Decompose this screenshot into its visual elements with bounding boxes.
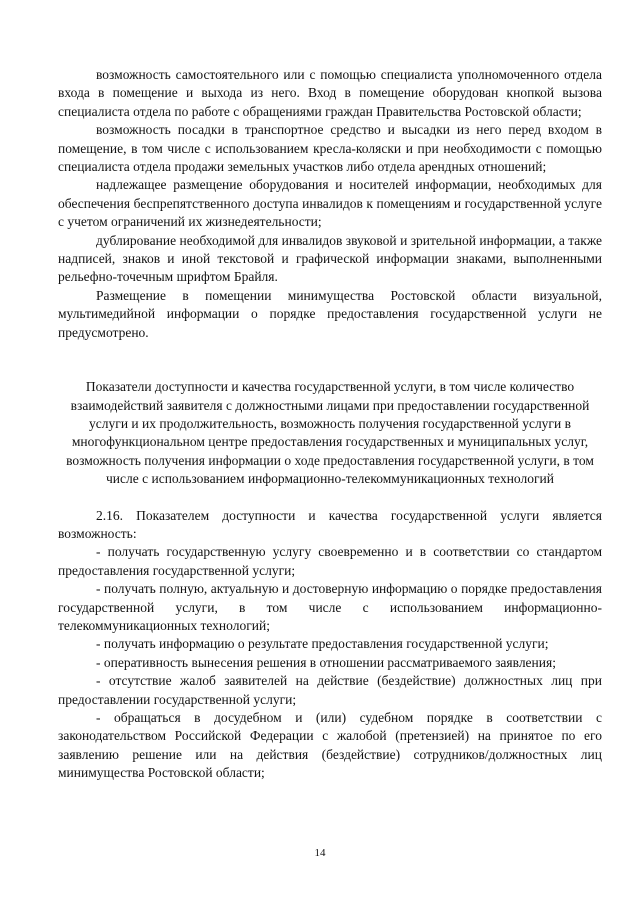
paragraph-equipment-placement: надлежащее размещение оборудования и носителей информации, необходимых для обеспечения беспрепятственного доступа инвалидов к помещениям и государственной услуге с учетом ограничений их жизнедеятельности; bbox=[58, 177, 602, 230]
spacer bbox=[58, 360, 602, 378]
list-item: - получать информацию о результате предоставления государственной услуги; bbox=[96, 636, 549, 652]
list-item: - обращаться в досудебном и (или) судебном порядке в соответствии с законодательством Российской Федерации с жалобой (претензией) на принятое по его заявлению решение или на действия (бездействие) сотрудников/должностных лиц минимущества Ростовской области; bbox=[58, 710, 602, 781]
spacer bbox=[58, 489, 602, 507]
spacer bbox=[58, 342, 602, 360]
paragraph-multimedia-info: Размещение в помещении минимущества Ростовской области визуальной, мультимедийной информации о порядке предоставления государственной услуги не предусмотрено. bbox=[58, 287, 602, 340]
bottom-section bbox=[58, 507, 602, 783]
section-heading: Показатели доступности и качества государственной услуги, в том числе количество взаимодействий заявителя с должностными лицами при предоставлении государственной услуги и их продолжительность, возможность получения государственной услуги в многофункциональном центре предоставления государственных и муниципальных услуг, возможность получения информации о ходе предоставления государственной услуги, в том числе с использованием информационно-телекоммуникационных технологий bbox=[66, 379, 594, 487]
paragraph-vehicle-boarding: возможность посадки в транспортное средство и высадки из него перед входом в помещение, в том числе с использованием кресла-коляски и при необходимости с помощью специалиста отдела продажи земельных участков либо отдела арендных отношений; bbox=[58, 122, 602, 175]
list-item: - оперативность вынесения решения в отношении рассматриваемого заявления; bbox=[96, 654, 556, 670]
paragraph-entry-exit: возможность самостоятельного или с помощью специалиста уполномоченного отдела входа в помещение и выхода из него. Вход в помещение оборудован кнопкой вызова специалиста отдела по работе с обращениями граждан Правительства Ростовской области; bbox=[58, 67, 602, 119]
list-item: - отсутствие жалоб заявителей на действие (бездействие) должностных лиц при предоставлении государственной услуги; bbox=[58, 673, 602, 707]
list-item: - получать государственную услугу своевременно и в соответствии со стандартом предоставления государственной услуги; bbox=[58, 544, 602, 578]
list-item: - получать полную, актуальную и достоверную информацию о порядке предоставления государственной услуги, в том числе с использованием информационно-телекоммуникационных технологий; bbox=[58, 581, 602, 633]
paragraph-2-16-intro: 2.16. Показателем доступности и качества государственной услуги является возможность: bbox=[58, 507, 602, 541]
top-section bbox=[58, 66, 602, 342]
page-number: 14 bbox=[314, 847, 326, 859]
paragraph-braille-duplication: дублирование необходимой для инвалидов звуковой и зрительной информации, а также надписей, знаков и иной текстовой и графической информации знаками, выполненными рельефно-точечным шрифтом Брайля. bbox=[58, 232, 602, 285]
